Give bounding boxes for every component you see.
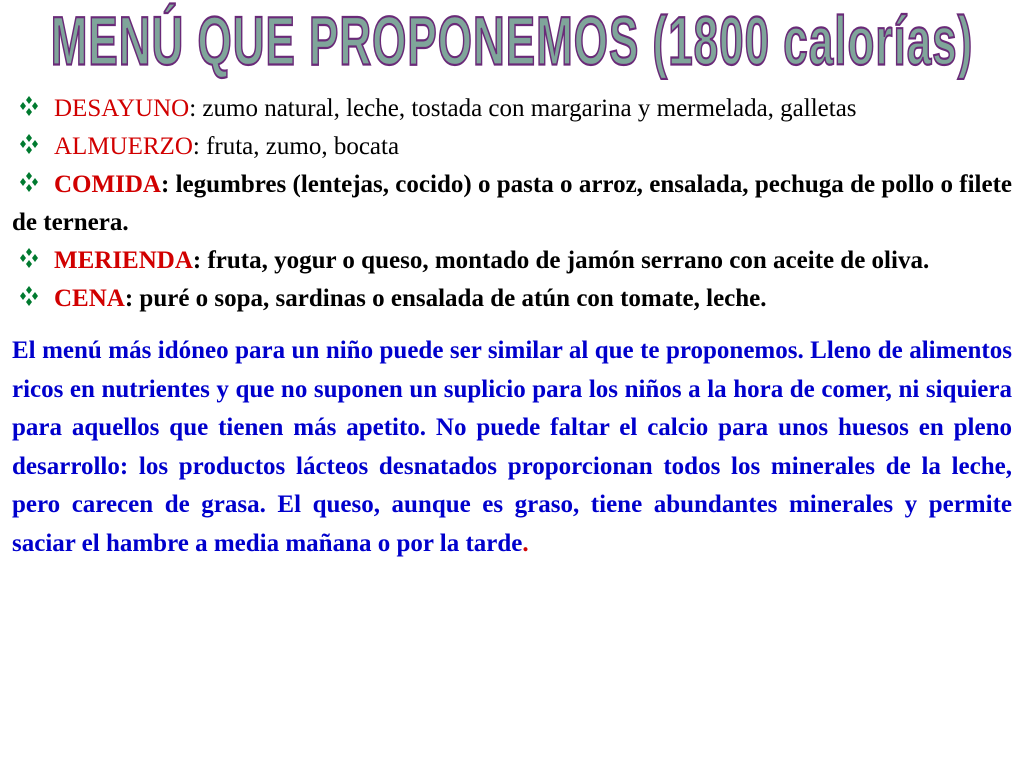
four-diamond-bullet-icon bbox=[16, 285, 42, 307]
item-label: DESAYUNO bbox=[54, 95, 190, 122]
page-title bbox=[0, 4, 1024, 82]
title-text: MENÚ QUE PROPONEMOS (1800 calorías) bbox=[50, 4, 974, 80]
menu-item-comida bbox=[12, 166, 1012, 242]
item-label: COMIDA bbox=[54, 171, 161, 198]
item-text: : puré o sopa, sardinas o ensalada de atún con tomate, leche. bbox=[124, 285, 767, 312]
item-label: CENA bbox=[54, 285, 125, 312]
item-label: MERIENDA bbox=[54, 247, 193, 274]
menu-item-cena bbox=[12, 280, 1012, 318]
menu-item-merienda bbox=[12, 242, 1012, 280]
description-paragraph bbox=[12, 332, 1012, 563]
paragraph-text: El menú más idóneo para un niño puede ser similar al que te proponemos. Lleno de alimentos ricos en nutrientes y que no suponen un suplicio para los niños a la hora de comer, ni siquiera para aquellos que tienen más apetito. No puede faltar el calcio para unos huesos en pleno desarrollo: los productos lácteos desnatados proporcionan todos los minerales de la leche, pero carecen de grasa. El queso, aunque es graso, tiene abundantes minerales y permite saciar el hambre a media mañana o por la tarde bbox=[12, 337, 1012, 557]
item-label: ALMUERZO bbox=[54, 133, 193, 160]
paragraph-end: . bbox=[522, 529, 529, 557]
menu-item-desayuno bbox=[12, 90, 1012, 128]
menu-item-almuerzo bbox=[12, 128, 1012, 166]
four-diamond-bullet-icon bbox=[16, 133, 42, 155]
four-diamond-bullet-icon bbox=[16, 95, 42, 117]
item-text: : legumbres (lentejas, cocido) o pasta o arroz, ensalada, pechuga de pollo o filete de ternera. bbox=[12, 171, 1012, 236]
four-diamond-bullet-icon bbox=[16, 247, 42, 269]
item-text: : zumo natural, leche, tostada con margarina y mermelada, galletas bbox=[189, 95, 857, 122]
item-text: : fruta, zumo, bocata bbox=[192, 133, 400, 160]
four-diamond-bullet-icon bbox=[16, 171, 42, 193]
menu-content bbox=[12, 90, 1012, 588]
item-text: : fruta, yogur o queso, montado de jamón serrano con aceite de oliva. bbox=[192, 247, 930, 274]
